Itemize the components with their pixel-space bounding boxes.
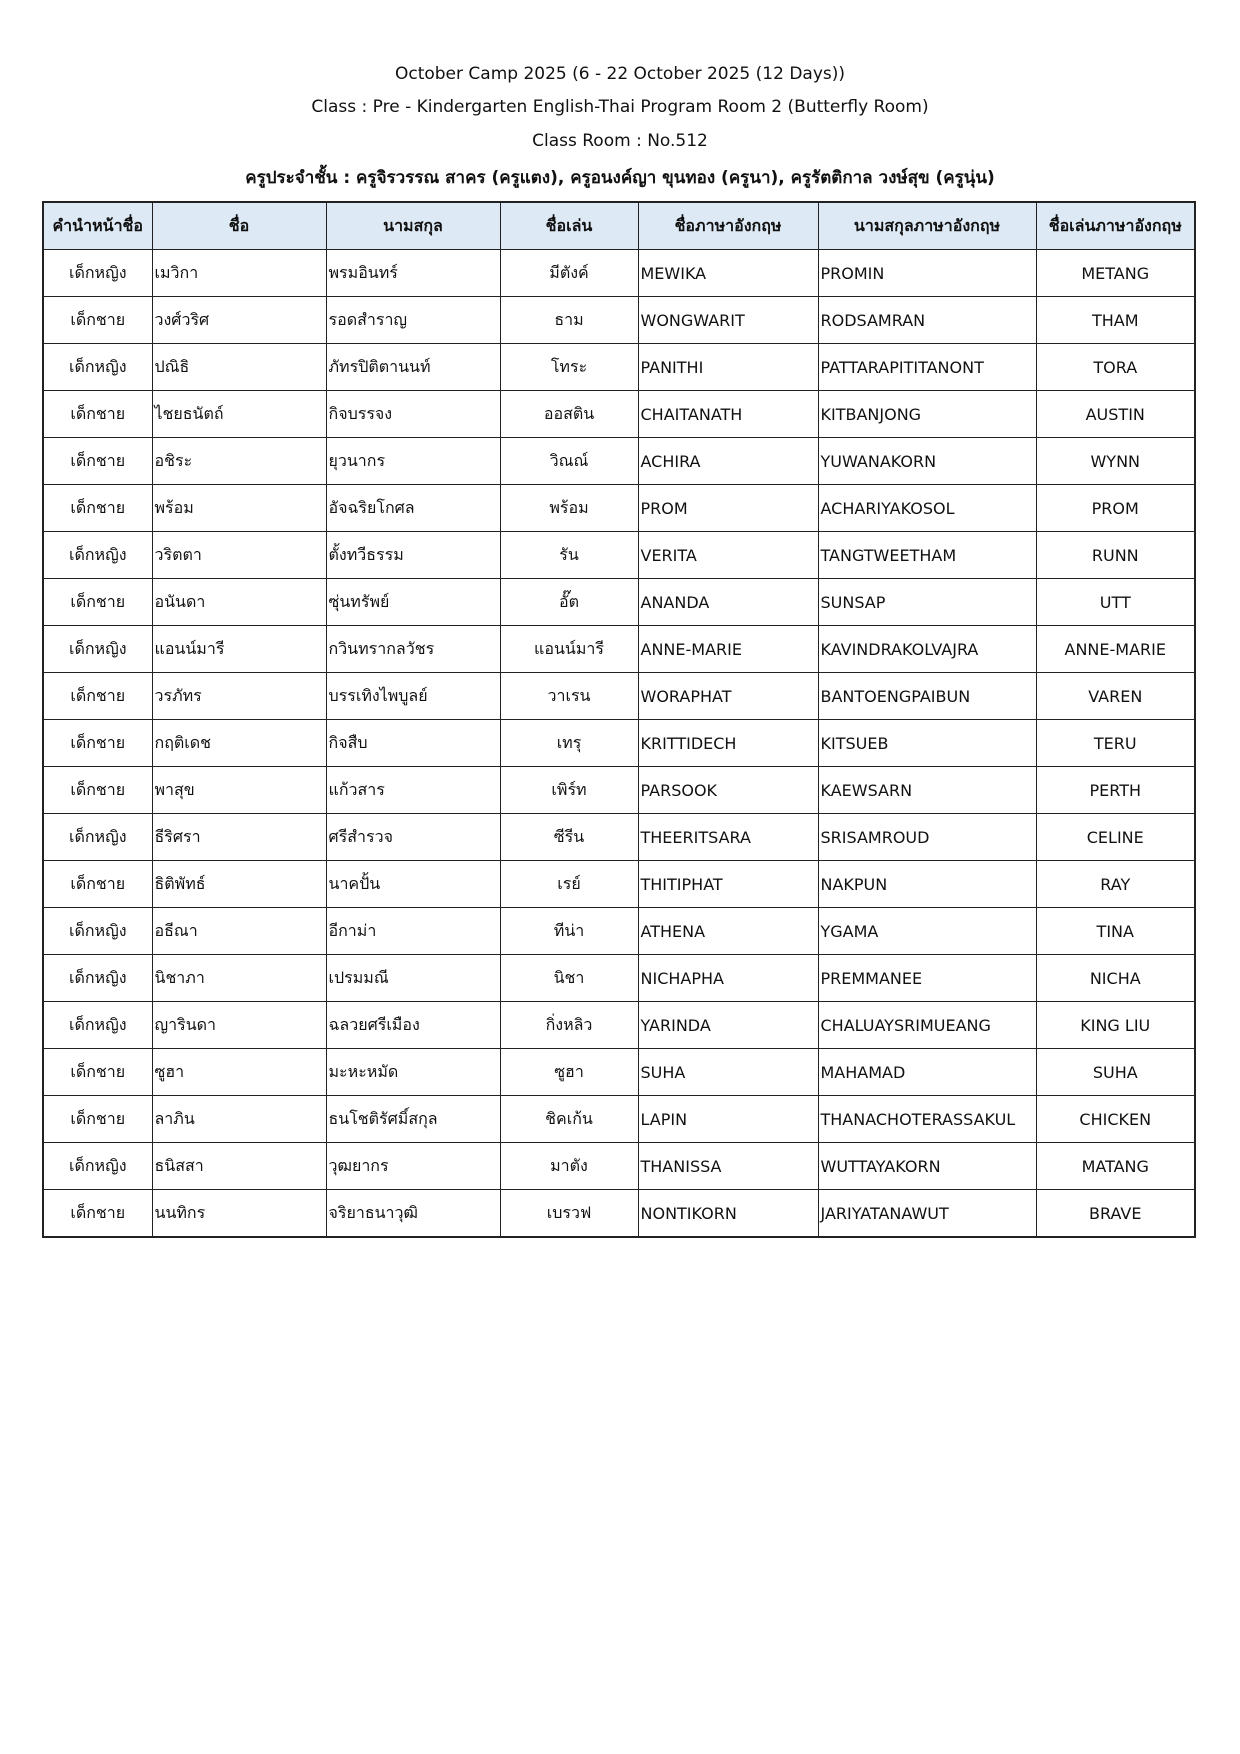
cell-first-name: ธีริศรา	[152, 814, 326, 861]
cell-last-name: อีกาม่า	[326, 908, 500, 955]
cell-english-nickname: NICHA	[1036, 955, 1195, 1002]
column-header-first-name: ชื่อ	[152, 202, 326, 250]
cell-english-first-name: ACHIRA	[638, 438, 818, 485]
cell-english-nickname: PROM	[1036, 485, 1195, 532]
cell-english-nickname: TERU	[1036, 720, 1195, 767]
cell-english-last-name: PREMMANEE	[818, 955, 1036, 1002]
cell-english-last-name: THANACHOTERASSAKUL	[818, 1096, 1036, 1143]
cell-last-name: อัจฉริยโกศล	[326, 485, 500, 532]
cell-english-last-name: SUNSAP	[818, 579, 1036, 626]
cell-nickname: อั๊ต	[500, 579, 638, 626]
cell-last-name: ฉลวยศรีเมือง	[326, 1002, 500, 1049]
cell-english-nickname: RUNN	[1036, 532, 1195, 579]
cell-english-last-name: MAHAMAD	[818, 1049, 1036, 1096]
cell-title: เด็กชาย	[43, 1190, 152, 1238]
cell-title: เด็กหญิง	[43, 1143, 152, 1190]
cell-nickname: ออสติน	[500, 391, 638, 438]
cell-english-nickname: TORA	[1036, 344, 1195, 391]
cell-title: เด็กหญิง	[43, 532, 152, 579]
cell-english-nickname: TINA	[1036, 908, 1195, 955]
cell-english-first-name: NICHAPHA	[638, 955, 818, 1002]
cell-first-name: ปณิธิ	[152, 344, 326, 391]
cell-title: เด็กชาย	[43, 391, 152, 438]
cell-nickname: มาตัง	[500, 1143, 638, 1190]
cell-first-name: ธิติพัทธ์	[152, 861, 326, 908]
cell-first-name: วริตตา	[152, 532, 326, 579]
cell-english-last-name: WUTTAYAKORN	[818, 1143, 1036, 1190]
cell-english-first-name: PROM	[638, 485, 818, 532]
table-row	[43, 1002, 1195, 1049]
cell-first-name: พาสุข	[152, 767, 326, 814]
cell-english-first-name: THEERITSARA	[638, 814, 818, 861]
cell-nickname: ซีรีน	[500, 814, 638, 861]
cell-title: เด็กหญิง	[43, 626, 152, 673]
cell-english-first-name: PARSOOK	[638, 767, 818, 814]
table-row	[43, 297, 1195, 344]
table-row	[43, 1096, 1195, 1143]
student-table	[42, 201, 1196, 1238]
cell-english-last-name: NAKPUN	[818, 861, 1036, 908]
cell-english-first-name: THITIPHAT	[638, 861, 818, 908]
cell-english-nickname: CHICKEN	[1036, 1096, 1195, 1143]
table-row	[43, 1190, 1195, 1238]
cell-english-first-name: LAPIN	[638, 1096, 818, 1143]
class-room: Class Room : No.512	[532, 131, 708, 151]
cell-english-last-name: KAVINDRAKOLVAJRA	[818, 626, 1036, 673]
cell-english-nickname: VAREN	[1036, 673, 1195, 720]
cell-english-last-name: SRISAMROUD	[818, 814, 1036, 861]
cell-title: เด็กชาย	[43, 720, 152, 767]
cell-english-nickname: UTT	[1036, 579, 1195, 626]
cell-last-name: บรรเทิงไพบูลย์	[326, 673, 500, 720]
table-row	[43, 955, 1195, 1002]
table-row	[43, 485, 1195, 532]
cell-english-last-name: KAEWSARN	[818, 767, 1036, 814]
cell-first-name: นิชาภา	[152, 955, 326, 1002]
cell-last-name: มะหะหมัด	[326, 1049, 500, 1096]
cell-last-name: ตั้งทวีธรรม	[326, 532, 500, 579]
cell-first-name: นนทิกร	[152, 1190, 326, 1238]
cell-nickname: นิชา	[500, 955, 638, 1002]
cell-english-nickname: METANG	[1036, 250, 1195, 297]
cell-nickname: กิ่งหลิว	[500, 1002, 638, 1049]
column-header-last-name: นามสกุล	[326, 202, 500, 250]
cell-title: เด็กชาย	[43, 1049, 152, 1096]
cell-title: เด็กชาย	[43, 297, 152, 344]
table-row	[43, 673, 1195, 720]
cell-first-name: ญารินดา	[152, 1002, 326, 1049]
cell-english-nickname: THAM	[1036, 297, 1195, 344]
table-row	[43, 579, 1195, 626]
cell-title: เด็กชาย	[43, 438, 152, 485]
cell-last-name: ภัทรปิติตานนท์	[326, 344, 500, 391]
column-header-title: คำนำหน้าชื่อ	[43, 202, 152, 250]
cell-english-first-name: ANANDA	[638, 579, 818, 626]
cell-first-name: ลาภิน	[152, 1096, 326, 1143]
cell-last-name: ซุ่นทรัพย์	[326, 579, 500, 626]
cell-last-name: เปรมมณี	[326, 955, 500, 1002]
cell-last-name: ยุวนากร	[326, 438, 500, 485]
cell-english-last-name: TANGTWEETHAM	[818, 532, 1036, 579]
cell-last-name: รอดสำราญ	[326, 297, 500, 344]
table-row	[43, 1049, 1195, 1096]
table-row	[43, 1143, 1195, 1190]
table-row	[43, 908, 1195, 955]
cell-first-name: ธนิสสา	[152, 1143, 326, 1190]
cell-english-first-name: NONTIKORN	[638, 1190, 818, 1238]
cell-title: เด็กชาย	[43, 579, 152, 626]
cell-nickname: เทรุ	[500, 720, 638, 767]
cell-first-name: แอนน์มารี	[152, 626, 326, 673]
cell-english-last-name: YUWANAKORN	[818, 438, 1036, 485]
cell-first-name: ซูฮา	[152, 1049, 326, 1096]
cell-english-first-name: VERITA	[638, 532, 818, 579]
cell-title: เด็กหญิง	[43, 955, 152, 1002]
cell-english-nickname: MATANG	[1036, 1143, 1195, 1190]
cell-first-name: อชิระ	[152, 438, 326, 485]
class-name: Class : Pre - Kindergarten English-Thai Program Room 2 (Butterfly Room)	[311, 97, 929, 117]
cell-nickname: เรย์	[500, 861, 638, 908]
cell-title: เด็กชาย	[43, 861, 152, 908]
cell-english-last-name: KITSUEB	[818, 720, 1036, 767]
cell-english-nickname: RAY	[1036, 861, 1195, 908]
table-row	[43, 250, 1195, 297]
cell-english-last-name: KITBANJONG	[818, 391, 1036, 438]
cell-first-name: อนันดา	[152, 579, 326, 626]
cell-title: เด็กชาย	[43, 767, 152, 814]
cell-english-first-name: WORAPHAT	[638, 673, 818, 720]
cell-english-nickname: CELINE	[1036, 814, 1195, 861]
table-row	[43, 814, 1195, 861]
cell-first-name: ไชยธนัตถ์	[152, 391, 326, 438]
cell-english-last-name: YGAMA	[818, 908, 1036, 955]
cell-last-name: ธนโชติรัศมิ์สกุล	[326, 1096, 500, 1143]
cell-title: เด็กหญิง	[43, 908, 152, 955]
table-row	[43, 626, 1195, 673]
table-row	[43, 532, 1195, 579]
cell-english-last-name: BANTOENGPAIBUN	[818, 673, 1036, 720]
column-header-nickname: ชื่อเล่น	[500, 202, 638, 250]
cell-first-name: อธีณา	[152, 908, 326, 955]
column-header-english-last-name: นามสกุลภาษาอังกฤษ	[818, 202, 1036, 250]
cell-nickname: แอนน์มารี	[500, 626, 638, 673]
cell-first-name: วงศ์วริศ	[152, 297, 326, 344]
cell-title: เด็กหญิง	[43, 344, 152, 391]
cell-english-nickname: PERTH	[1036, 767, 1195, 814]
table-row	[43, 391, 1195, 438]
cell-english-nickname: SUHA	[1036, 1049, 1195, 1096]
cell-english-first-name: PANITHI	[638, 344, 818, 391]
cell-last-name: นาคปั้น	[326, 861, 500, 908]
homeroom-teachers: ครูประจำชั้น : ครูจิรวรรณ สาคร (ครูแตง), ครูอนงค์ญา ขุนทอง (ครูนา), ครูรัตติกาล วงษ์สุข (ครูนุ่น)	[245, 168, 995, 188]
cell-english-first-name: CHAITANATH	[638, 391, 818, 438]
cell-english-last-name: CHALUAYSRIMUEANG	[818, 1002, 1036, 1049]
cell-nickname: พร้อม	[500, 485, 638, 532]
cell-title: เด็กชาย	[43, 673, 152, 720]
table-row	[43, 861, 1195, 908]
cell-last-name: กิจบรรจง	[326, 391, 500, 438]
cell-nickname: วาเรน	[500, 673, 638, 720]
cell-title: เด็กชาย	[43, 1096, 152, 1143]
cell-nickname: เพิร์ท	[500, 767, 638, 814]
table-row	[43, 720, 1195, 767]
cell-first-name: วรภัทร	[152, 673, 326, 720]
cell-title: เด็กหญิง	[43, 250, 152, 297]
cell-english-nickname: ANNE-MARIE	[1036, 626, 1195, 673]
cell-english-nickname: KING LIU	[1036, 1002, 1195, 1049]
cell-nickname: วิณณ์	[500, 438, 638, 485]
cell-last-name: พรมอินทร์	[326, 250, 500, 297]
cell-nickname: โทระ	[500, 344, 638, 391]
cell-last-name: ศรีสำรวจ	[326, 814, 500, 861]
cell-english-first-name: THANISSA	[638, 1143, 818, 1190]
cell-english-last-name: RODSAMRAN	[818, 297, 1036, 344]
cell-last-name: วุฒยากร	[326, 1143, 500, 1190]
cell-last-name: แก้วสาร	[326, 767, 500, 814]
table-row	[43, 344, 1195, 391]
cell-first-name: เมวิกา	[152, 250, 326, 297]
cell-english-first-name: ATHENA	[638, 908, 818, 955]
cell-first-name: กฤติเดช	[152, 720, 326, 767]
column-header-english-first-name: ชื่อภาษาอังกฤษ	[638, 202, 818, 250]
cell-title: เด็กหญิง	[43, 814, 152, 861]
cell-last-name: กวินทรากลวัชร	[326, 626, 500, 673]
cell-nickname: ทีน่า	[500, 908, 638, 955]
cell-english-last-name: JARIYATANAWUT	[818, 1190, 1036, 1238]
cell-english-nickname: WYNN	[1036, 438, 1195, 485]
table-row	[43, 767, 1195, 814]
cell-english-first-name: ANNE-MARIE	[638, 626, 818, 673]
cell-english-nickname: BRAVE	[1036, 1190, 1195, 1238]
table-row	[43, 438, 1195, 485]
cell-nickname: ธาม	[500, 297, 638, 344]
cell-nickname: รัน	[500, 532, 638, 579]
column-header-english-nickname: ชื่อเล่นภาษาอังกฤษ	[1036, 202, 1195, 250]
cell-english-first-name: YARINDA	[638, 1002, 818, 1049]
cell-english-last-name: PROMIN	[818, 250, 1036, 297]
cell-english-last-name: ACHARIYAKOSOL	[818, 485, 1036, 532]
cell-first-name: พร้อม	[152, 485, 326, 532]
cell-english-first-name: KRITTIDECH	[638, 720, 818, 767]
cell-nickname: ซูฮา	[500, 1049, 638, 1096]
document-title: October Camp 2025 (6 - 22 October 2025 (12 Days))	[394, 64, 846, 84]
cell-nickname: มีตังค์	[500, 250, 638, 297]
cell-title: เด็กชาย	[43, 485, 152, 532]
cell-english-first-name: WONGWARIT	[638, 297, 818, 344]
cell-last-name: กิจสืบ	[326, 720, 500, 767]
cell-english-first-name: MEWIKA	[638, 250, 818, 297]
cell-english-first-name: SUHA	[638, 1049, 818, 1096]
cell-english-last-name: PATTARAPITITANONT	[818, 344, 1036, 391]
cell-english-nickname: AUSTIN	[1036, 391, 1195, 438]
cell-last-name: จริยาธนาวุฒิ	[326, 1190, 500, 1238]
table-header-row	[43, 202, 1195, 250]
cell-nickname: เบรวฟ	[500, 1190, 638, 1238]
cell-nickname: ชิคเก้น	[500, 1096, 638, 1143]
cell-title: เด็กหญิง	[43, 1002, 152, 1049]
